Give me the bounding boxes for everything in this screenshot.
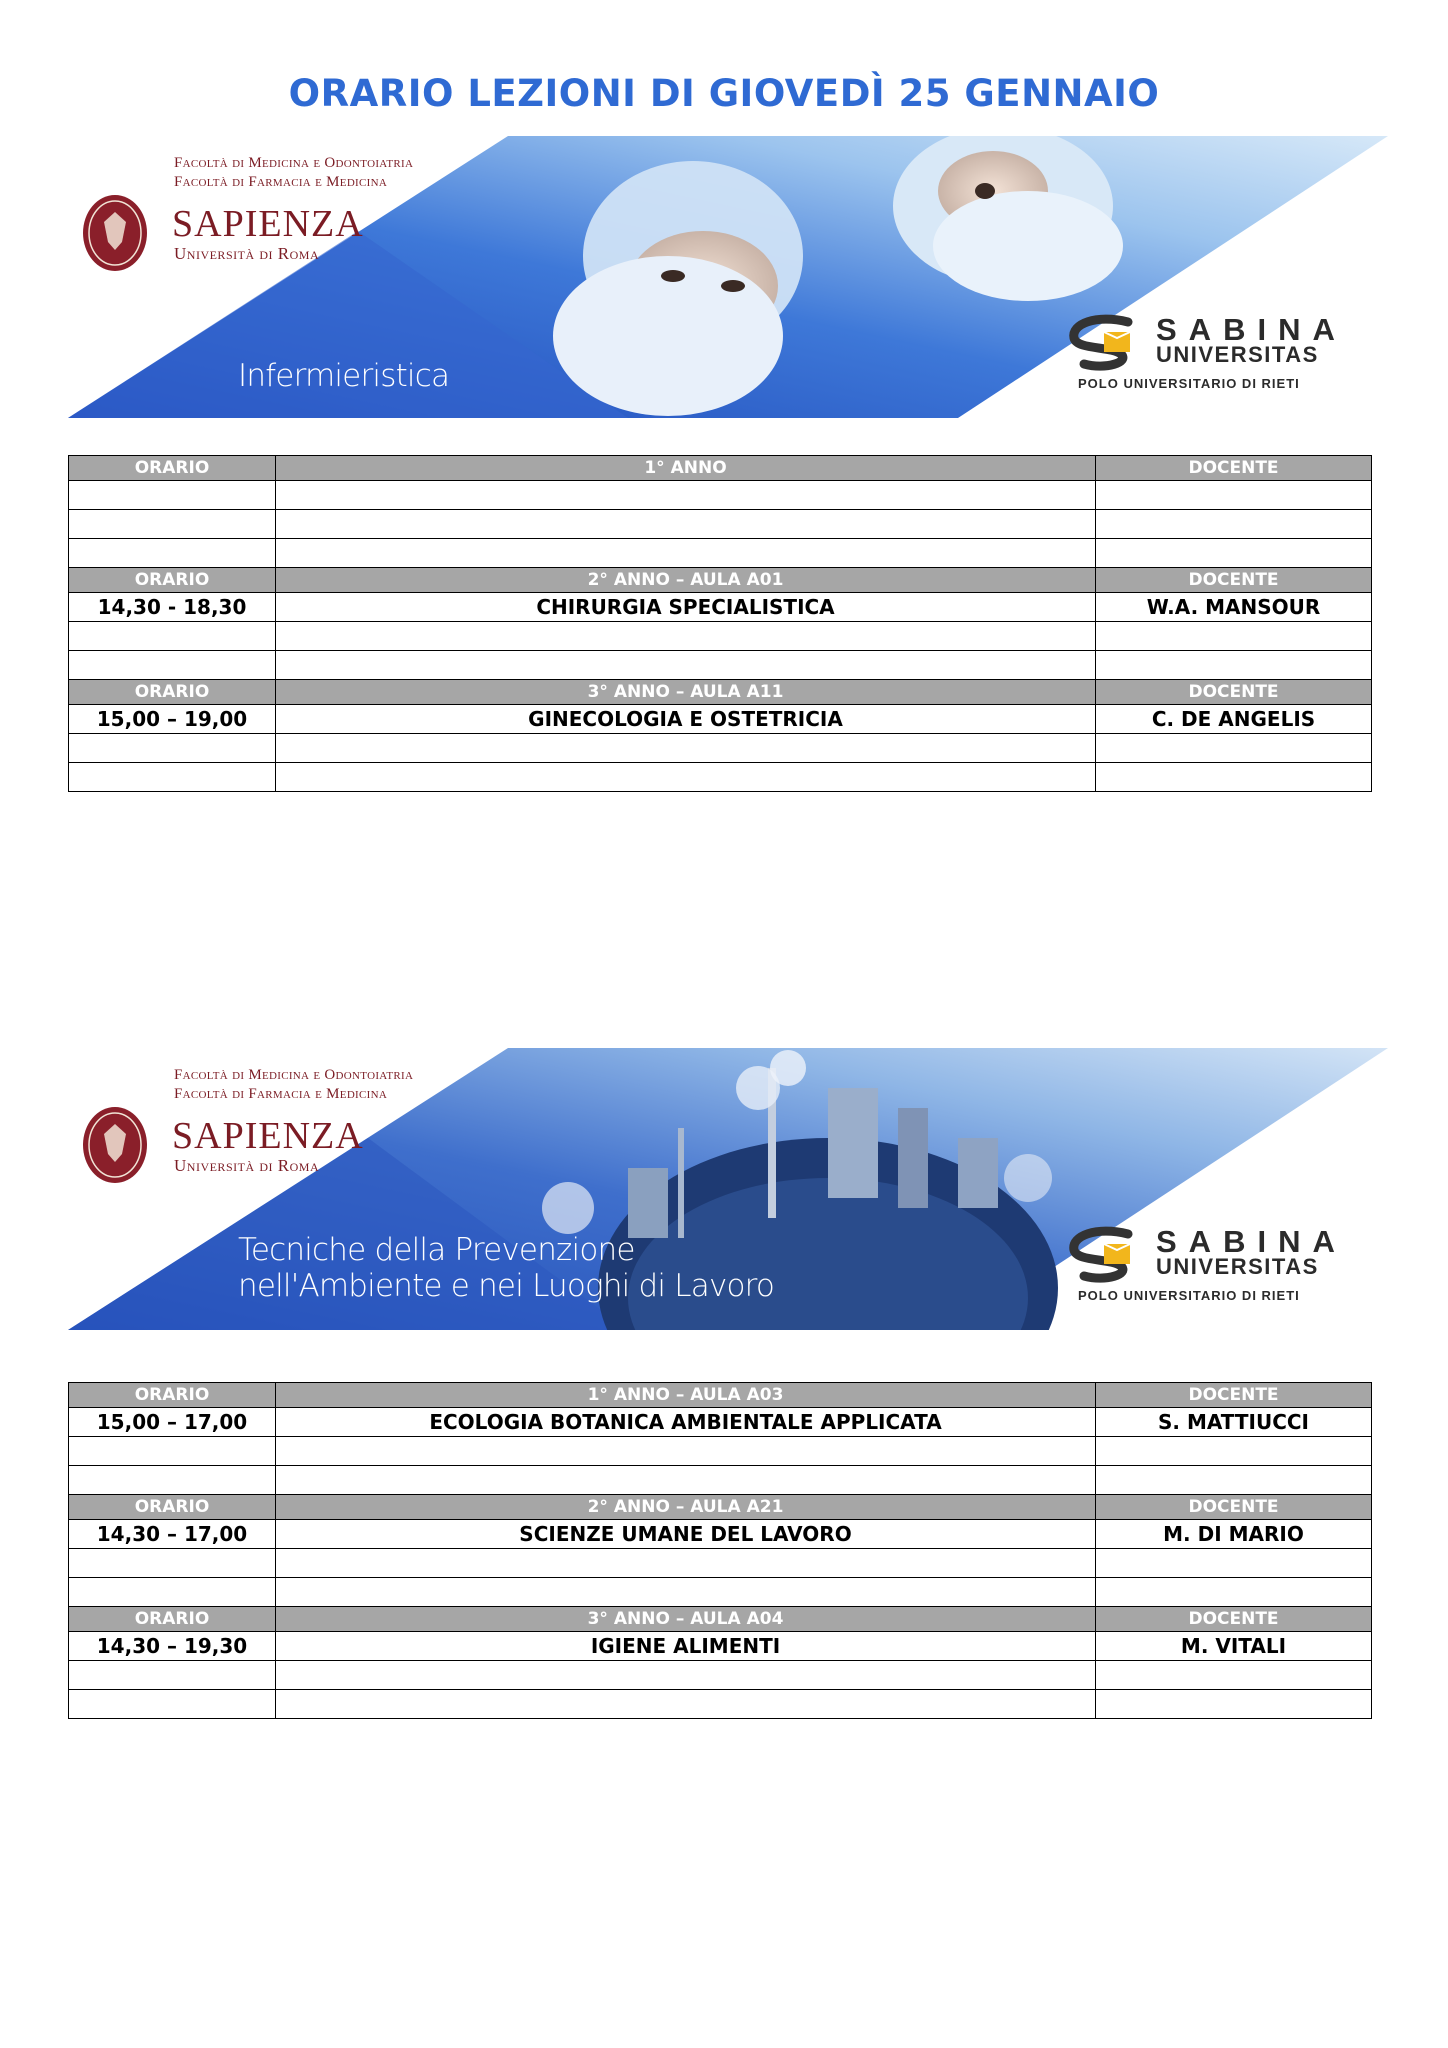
time-cell: 14,30 - 18,30 (69, 593, 276, 622)
schedule-table-prevenzione (68, 1382, 1372, 1719)
faculty-line-1: Facoltà di Medicina e Odontoiatria (174, 1067, 414, 1083)
course-banner-infermieristica (68, 136, 1388, 418)
page-title: ORARIO LEZIONI DI GIOVEDÌ 25 GENNAIO (288, 72, 1160, 115)
table-header-row (69, 568, 1372, 593)
header-anno: 3° ANNO – AULA A04 (276, 1607, 1096, 1632)
time-cell (69, 539, 276, 568)
table-header-row (69, 456, 1372, 481)
teacher-cell (1096, 510, 1372, 539)
header-anno: 3° ANNO – AULA A11 (276, 680, 1096, 705)
university-subtitle: Università di Roma (174, 244, 320, 263)
time-cell (69, 1466, 276, 1495)
table-row (69, 1578, 1372, 1607)
table-row (69, 1661, 1372, 1690)
faculty-lines (174, 154, 413, 192)
header-anno: 1° ANNO (276, 456, 1096, 481)
university-name: SAPIENZA (172, 1115, 364, 1157)
faculty-line-1: Facoltà di Medicina e Odontoiatria (174, 155, 414, 171)
time-cell (69, 1661, 276, 1690)
table-header-row (69, 1383, 1372, 1408)
course-cell (276, 510, 1096, 539)
teacher-cell (1096, 1578, 1372, 1607)
header-orario: ORARIO (69, 456, 276, 481)
time-cell (69, 510, 276, 539)
sabina-mark-icon (1066, 312, 1156, 374)
teacher-cell (1096, 763, 1372, 792)
time-cell (69, 1549, 276, 1578)
course-cell (276, 651, 1096, 680)
course-cell: SCIENZE UMANE DEL LAVORO (276, 1520, 1096, 1549)
teacher-cell: M. DI MARIO (1096, 1520, 1372, 1549)
sabina-mark-icon (1066, 1224, 1156, 1286)
time-cell (69, 1578, 276, 1607)
course-name (238, 358, 449, 394)
teacher-cell (1096, 539, 1372, 568)
teacher-cell (1096, 1549, 1372, 1578)
sapienza-seal-logo (82, 1106, 148, 1184)
table-row (69, 481, 1372, 510)
partner-name: SABINA (1156, 1224, 1347, 1259)
teacher-cell: W.A. MANSOUR (1096, 593, 1372, 622)
header-docente: DOCENTE (1096, 1607, 1372, 1632)
course-cell: ECOLOGIA BOTANICA AMBIENTALE APPLICATA (276, 1408, 1096, 1437)
time-cell (69, 622, 276, 651)
time-cell: 15,00 – 19,00 (69, 705, 276, 734)
time-cell (69, 734, 276, 763)
course-cell (276, 1466, 1096, 1495)
header-orario: ORARIO (69, 568, 276, 593)
table-header-row (69, 680, 1372, 705)
course-cell (276, 481, 1096, 510)
course-cell (276, 1549, 1096, 1578)
time-cell (69, 1437, 276, 1466)
time-cell: 15,00 – 17,00 (69, 1408, 276, 1437)
course-line-1: Infermieristica (238, 358, 450, 394)
time-cell (69, 763, 276, 792)
course-cell (276, 622, 1096, 651)
table-header-row (69, 1495, 1372, 1520)
course-line-2: nell'Ambiente e nei Luoghi di Lavoro (238, 1268, 775, 1304)
table-row (69, 734, 1372, 763)
university-name: SAPIENZA (172, 203, 364, 245)
table-row (69, 705, 1372, 734)
faculty-lines (174, 1066, 413, 1104)
header-orario: ORARIO (69, 1495, 276, 1520)
header-docente: DOCENTE (1096, 568, 1372, 593)
course-cell (276, 539, 1096, 568)
time-cell: 14,30 – 19,30 (69, 1632, 276, 1661)
header-anno: 2° ANNO – AULA A21 (276, 1495, 1096, 1520)
header-orario: ORARIO (69, 1607, 276, 1632)
teacher-cell (1096, 1466, 1372, 1495)
teacher-cell (1096, 1690, 1372, 1719)
teacher-cell (1096, 622, 1372, 651)
teacher-cell: C. DE ANGELIS (1096, 705, 1372, 734)
university-subtitle: Università di Roma (174, 1156, 320, 1175)
header-orario: ORARIO (69, 680, 276, 705)
table-header-row (69, 1607, 1372, 1632)
teacher-cell: M. VITALI (1096, 1632, 1372, 1661)
table-row (69, 763, 1372, 792)
header-docente: DOCENTE (1096, 680, 1372, 705)
table-row (69, 1466, 1372, 1495)
table-row (69, 1408, 1372, 1437)
time-cell (69, 1690, 276, 1719)
course-cell (276, 763, 1096, 792)
partner-name: SABINA (1156, 312, 1347, 347)
teacher-cell (1096, 1661, 1372, 1690)
course-name (238, 1232, 774, 1304)
sapienza-seal-logo (82, 194, 148, 272)
time-cell (69, 481, 276, 510)
course-cell (276, 734, 1096, 763)
time-cell: 14,30 – 17,00 (69, 1520, 276, 1549)
teacher-cell (1096, 1437, 1372, 1466)
teacher-cell (1096, 481, 1372, 510)
sabina-universitas-logo (1066, 1224, 1366, 1314)
header-orario: ORARIO (69, 1383, 276, 1408)
header-anno: 2° ANNO – AULA A01 (276, 568, 1096, 593)
course-cell (276, 1437, 1096, 1466)
faculty-line-2: Facoltà di Farmacia e Medicina (174, 1086, 388, 1102)
course-cell (276, 1661, 1096, 1690)
partner-tagline: POLO UNIVERSITARIO DI RIETI (1078, 1288, 1300, 1303)
header-docente: DOCENTE (1096, 456, 1372, 481)
time-cell (69, 651, 276, 680)
table-row (69, 1520, 1372, 1549)
table-row (69, 622, 1372, 651)
table-row (69, 510, 1372, 539)
teacher-cell: S. MATTIUCCI (1096, 1408, 1372, 1437)
course-banner-prevenzione (68, 1048, 1388, 1330)
table-row (69, 1690, 1372, 1719)
faculty-line-2: Facoltà di Farmacia e Medicina (174, 174, 388, 190)
course-cell: GINECOLOGIA E OSTETRICIA (276, 705, 1096, 734)
course-cell: CHIRURGIA SPECIALISTICA (276, 593, 1096, 622)
course-cell (276, 1578, 1096, 1607)
table-row (69, 1437, 1372, 1466)
header-docente: DOCENTE (1096, 1495, 1372, 1520)
course-line-1: Tecniche della Prevenzione (238, 1232, 635, 1268)
partner-subtitle: UNIVERSITAS (1156, 342, 1319, 367)
table-row (69, 1632, 1372, 1661)
table-row (69, 539, 1372, 568)
table-row (69, 593, 1372, 622)
teacher-cell (1096, 651, 1372, 680)
header-anno: 1° ANNO – AULA A03 (276, 1383, 1096, 1408)
schedule-table-infermieristica (68, 455, 1372, 792)
header-docente: DOCENTE (1096, 1383, 1372, 1408)
table-row (69, 651, 1372, 680)
course-cell (276, 1690, 1096, 1719)
course-cell: IGIENE ALIMENTI (276, 1632, 1096, 1661)
sabina-universitas-logo (1066, 312, 1366, 402)
partner-subtitle: UNIVERSITAS (1156, 1254, 1319, 1279)
partner-tagline: POLO UNIVERSITARIO DI RIETI (1078, 376, 1300, 391)
table-row (69, 1549, 1372, 1578)
teacher-cell (1096, 734, 1372, 763)
